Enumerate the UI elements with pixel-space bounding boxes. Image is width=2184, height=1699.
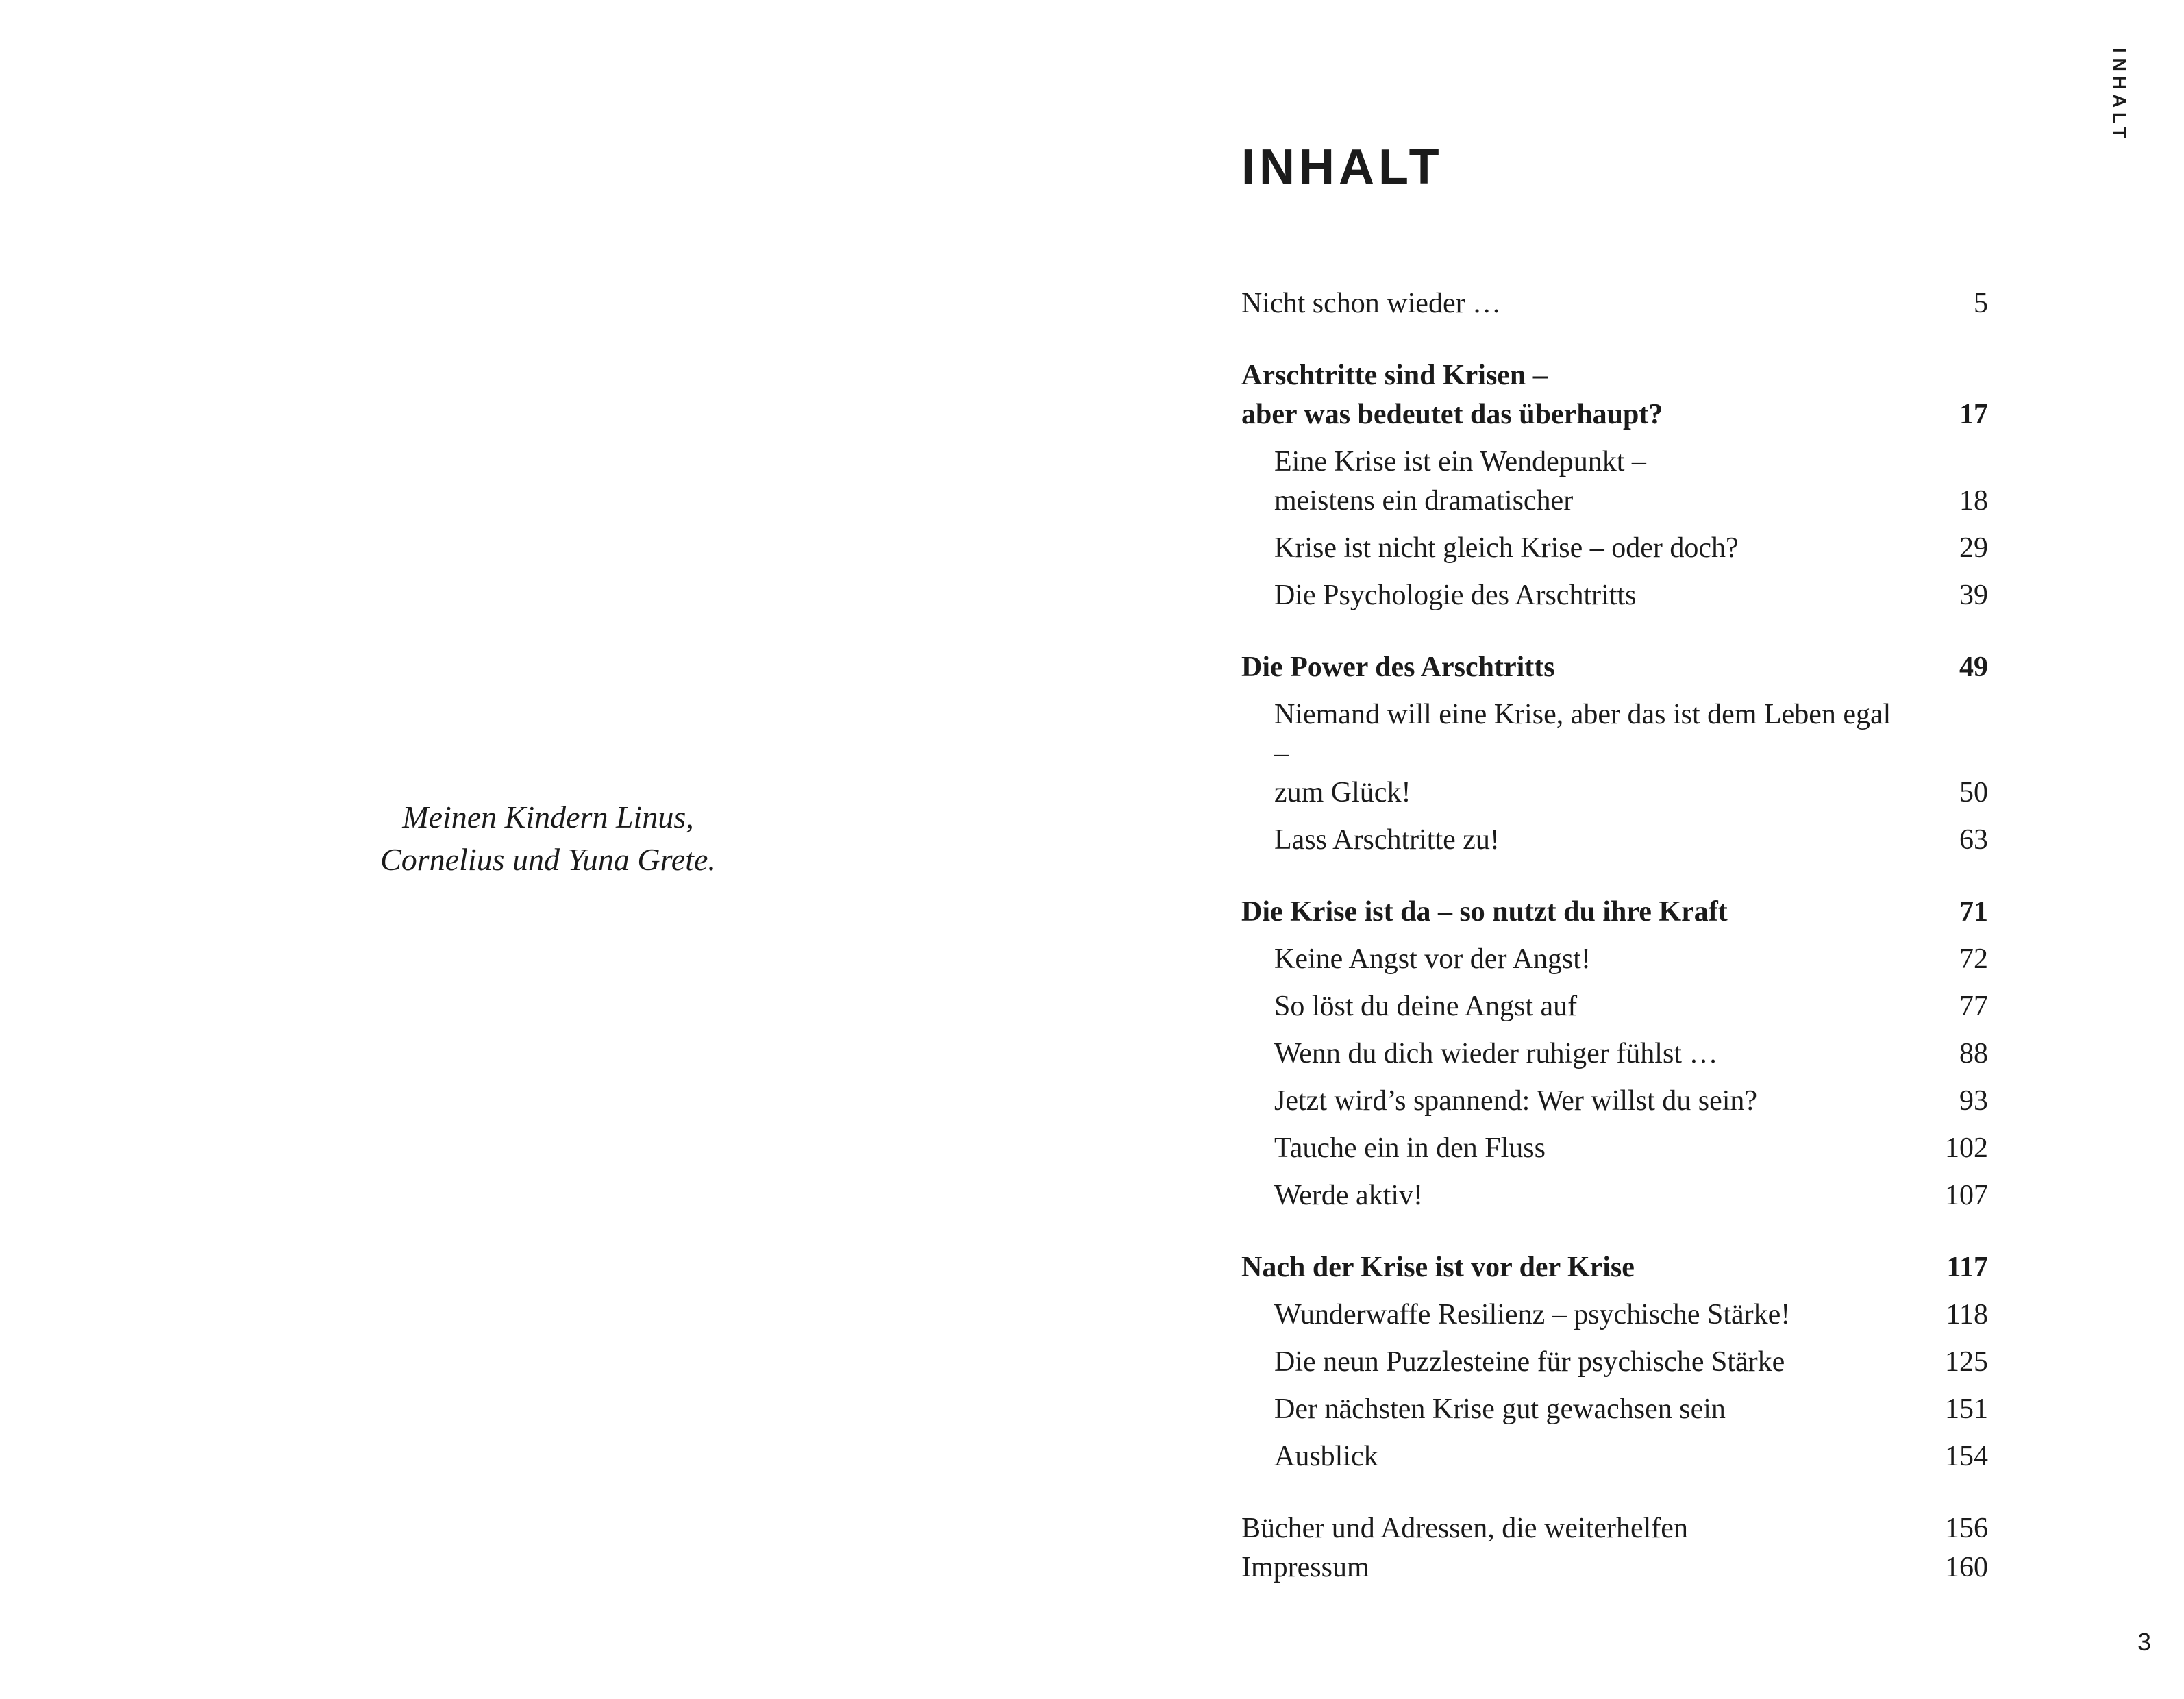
toc-section[interactable] <box>1241 1176 1988 1215</box>
toc-page-number: 5 <box>1974 288 1988 319</box>
toc-page-number: 125 <box>1945 1346 1988 1378</box>
toc-page-number: 72 <box>1959 943 1988 975</box>
toc-section-title: meistens ein dramatischer <box>1274 485 1574 517</box>
toc-chapter[interactable] <box>1241 1248 1988 1287</box>
toc-section[interactable] <box>1241 576 1988 615</box>
toc-page-number: 49 <box>1959 652 1988 683</box>
toc-page-number: 17 <box>1959 399 1988 430</box>
toc-backmatter-entry[interactable] <box>1241 1548 1988 1587</box>
side-section-tab: INHALT <box>2109 48 2130 143</box>
toc-chapter-title: aber was bedeutet das überhaupt? <box>1241 399 1663 430</box>
table-of-contents <box>1241 284 1988 1587</box>
toc-section[interactable] <box>1241 695 1988 813</box>
toc-page-number: 71 <box>1959 896 1988 928</box>
toc-page-number: 63 <box>1959 824 1988 856</box>
toc-section-title: Die Psychologie des Arschtritts <box>1274 580 1637 611</box>
toc-page-number: 93 <box>1959 1085 1988 1117</box>
toc-section-title: Wunderwaffe Resilienz – psychische Stärke! <box>1274 1299 1791 1330</box>
toc-chapter[interactable] <box>1241 356 1988 434</box>
toc-section-title: Jetzt wird’s spannend: Wer willst du sein? <box>1274 1085 1758 1117</box>
toc-chapter-title: Die Power des Arschtritts <box>1241 652 1555 683</box>
toc-page-number: 151 <box>1945 1393 1988 1425</box>
toc-section-title: Niemand will eine Krise, aber das ist dem Leben egal – <box>1274 699 1891 769</box>
toc-section[interactable] <box>1241 987 1988 1026</box>
toc-page-number: 118 <box>1946 1299 1988 1330</box>
toc-section-title: Ausblick <box>1274 1441 1378 1472</box>
toc-entry-title: Bücher und Adressen, die weiterhelfen <box>1241 1513 1688 1544</box>
toc-section[interactable] <box>1241 1082 1988 1121</box>
toc-section[interactable] <box>1241 940 1988 979</box>
toc-chapter-title: Arschtritte sind Krisen – <box>1241 360 1548 391</box>
toc-page-number: 77 <box>1959 991 1988 1022</box>
toc-section-title: Der nächsten Krise gut gewachsen sein <box>1274 1393 1726 1425</box>
toc-page-number: 39 <box>1959 580 1988 611</box>
toc-chapter[interactable] <box>1241 893 1988 932</box>
toc-page-number: 160 <box>1945 1552 1988 1583</box>
dedication <box>295 796 802 881</box>
dedication-line: Cornelius und Yuna Grete. <box>380 842 716 877</box>
toc-page-number: 156 <box>1945 1513 1988 1544</box>
toc-section[interactable] <box>1241 1034 1988 1074</box>
toc-chapter-title: Die Krise ist da – so nutzt du ihre Kraft <box>1241 896 1728 928</box>
toc-page-number: 29 <box>1959 532 1988 564</box>
toc-entry-title: Impressum <box>1241 1552 1369 1583</box>
toc-section-title: Lass Arschtritte zu! <box>1274 824 1500 856</box>
toc-section-title: Krise ist nicht gleich Krise – oder doch? <box>1274 532 1739 564</box>
toc-section[interactable] <box>1241 1343 1988 1382</box>
page-number: 3 <box>2137 1628 2151 1656</box>
toc-section-title: Eine Krise ist ein Wendepunkt – <box>1274 446 1646 478</box>
toc-section-title: zum Glück! <box>1274 777 1411 808</box>
toc-entry-intro[interactable] <box>1241 284 1988 323</box>
toc-section-title: Werde aktiv! <box>1274 1180 1424 1211</box>
toc-section[interactable] <box>1241 443 1988 521</box>
dedication-line: Meinen Kindern Linus, <box>402 799 694 834</box>
toc-page-number: 18 <box>1959 485 1988 517</box>
toc-chapter-title: Nach der Krise ist vor der Krise <box>1241 1252 1635 1283</box>
toc-section[interactable] <box>1241 1295 1988 1335</box>
toc-section-title: Tauche ein in den Fluss <box>1274 1132 1546 1164</box>
toc-section[interactable] <box>1241 1390 1988 1429</box>
toc-section-title: Wenn du dich wieder ruhiger fühlst … <box>1274 1038 1718 1069</box>
toc-section-title: Die neun Puzzlesteine für psychische Stärke <box>1274 1346 1785 1378</box>
toc-page-number: 117 <box>1946 1252 1988 1283</box>
toc-page-number: 102 <box>1945 1132 1988 1164</box>
toc-section[interactable] <box>1241 821 1988 860</box>
toc-page-number: 154 <box>1945 1441 1988 1472</box>
toc-page-number: 50 <box>1959 777 1988 808</box>
toc-section-title: Keine Angst vor der Angst! <box>1274 943 1591 975</box>
toc-backmatter-entry[interactable] <box>1241 1509 1988 1548</box>
toc-chapter[interactable] <box>1241 648 1988 687</box>
toc-section[interactable] <box>1241 1437 1988 1476</box>
toc-page-number: 88 <box>1959 1038 1988 1069</box>
toc-section[interactable] <box>1241 1129 1988 1168</box>
toc-page-number: 107 <box>1945 1180 1988 1211</box>
toc-entry-title: Nicht schon wieder … <box>1241 288 1502 319</box>
toc-section-title: So löst du deine Angst auf <box>1274 991 1578 1022</box>
page-title: INHALT <box>1241 140 1443 195</box>
toc-section[interactable] <box>1241 529 1988 568</box>
